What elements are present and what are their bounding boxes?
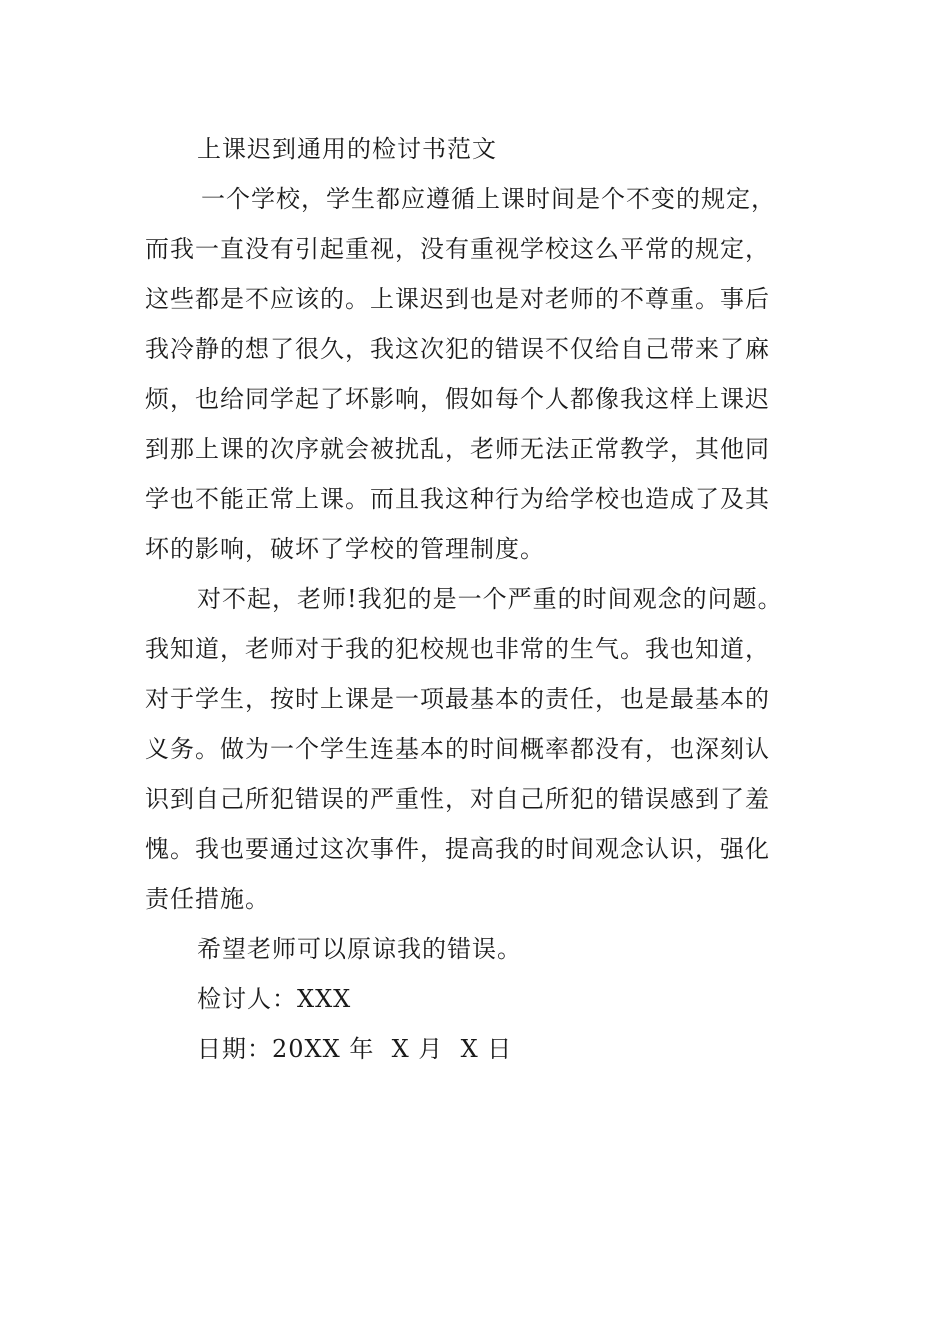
- document-body: [145, 124, 825, 1074]
- closing-line: 希望老师可以原谅我的错误。: [197, 935, 522, 963]
- paragraph-1-line: 到那上课的次序就会被扰乱，老师无法正常教学，其他同: [145, 435, 770, 463]
- document-title: 上课迟到通用的检讨书范文: [197, 135, 497, 163]
- date-line: 日期：20XX 年 X 月 X 日: [197, 1035, 513, 1063]
- paragraph-2-line: 识到自己所犯错误的严重性，对自己所犯的错误感到了羞: [145, 785, 770, 813]
- paragraph-1-line: 坏的影响，破坏了学校的管理制度。: [145, 535, 545, 563]
- paragraph-1-line: 一个学校，学生都应遵循上课时间是个不变的规定，: [201, 185, 776, 213]
- signer-line: 检讨人：XXX: [197, 985, 352, 1013]
- paragraph-2-line: 对不起，老师!我犯的是一个严重的时间观念的问题。: [197, 585, 783, 613]
- paragraph-1-line: 而我一直没有引起重视，没有重视学校这么平常的规定，: [145, 235, 770, 263]
- paragraph-1-line: 学也不能正常上课。而且我这种行为给学校也造成了及其: [145, 485, 770, 513]
- paragraph-2-line: 对于学生，按时上课是一项最基本的责任，也是最基本的: [145, 685, 770, 713]
- paragraph-2-line: 愧。我也要通过这次事件，提高我的时间观念认识，强化: [145, 835, 770, 863]
- paragraph-2-line: 我知道，老师对于我的犯校规也非常的生气。我也知道，: [145, 635, 770, 663]
- paragraph-2-line: 责任措施。: [145, 885, 270, 913]
- paragraph-1-line: 烦，也给同学起了坏影响，假如每个人都像我这样上课迟: [145, 385, 770, 413]
- paragraph-1-line: 我冷静的想了很久，我这次犯的错误不仅给自己带来了麻: [145, 335, 770, 363]
- paragraph-2-line: 义务。做为一个学生连基本的时间概率都没有，也深刻认: [145, 735, 770, 763]
- paragraph-1-line: 这些都是不应该的。上课迟到也是对老师的不尊重。事后: [145, 285, 770, 313]
